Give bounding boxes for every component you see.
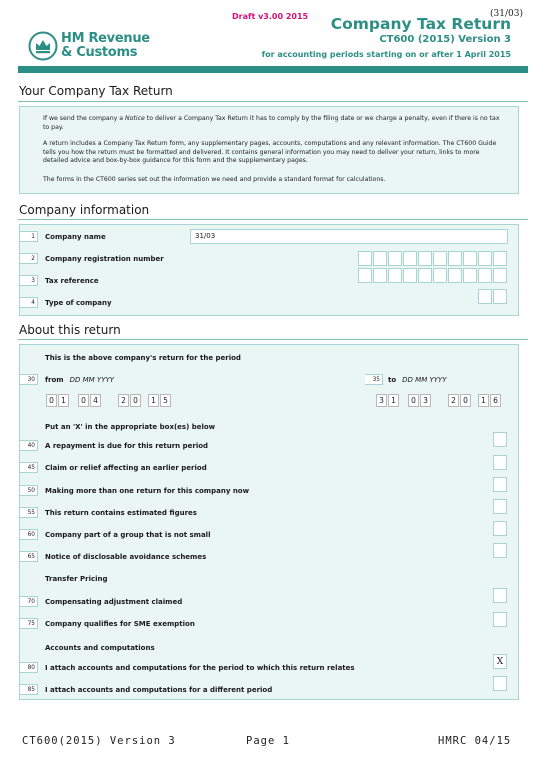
section-heading-intro: Your Company Tax Return (19, 84, 173, 98)
date-digit[interactable]: 1 (478, 394, 489, 407)
draft-label: Draft v3.00 2015 (232, 12, 309, 21)
from-label (45, 376, 114, 384)
group-not-small-checkbox[interactable] (493, 521, 507, 536)
attach-accounts-checkbox[interactable]: X (493, 654, 507, 669)
intro-paragraph-3: The forms in the CT600 series set out the information we need and provide a standard format for calculations. (43, 176, 386, 183)
avoidance-schemes-label: Notice of disclosable avoidance schemes (45, 553, 207, 561)
reg-cell[interactable] (388, 251, 402, 266)
hmrc-logo (28, 30, 152, 64)
date-digit[interactable]: 1 (388, 394, 399, 407)
intro-paragraph-1 (43, 115, 505, 132)
instruction-text: Put an 'X' in the appropriate box(es) below (45, 423, 216, 431)
box-number: 55 (20, 507, 38, 518)
header-bar (18, 66, 528, 73)
box-number: 4 (20, 297, 38, 308)
utr-cell[interactable] (478, 268, 492, 283)
form-period-note: for accounting periods starting on or after 1 April 2015 (261, 50, 511, 59)
box-number: 80 (20, 662, 38, 673)
earlier-period-claim-checkbox[interactable] (493, 455, 507, 470)
estimated-figures-label: This return contains estimated figures (45, 509, 197, 517)
footer-hmrc-code: HMRC 04/15 (438, 735, 512, 747)
type-cell[interactable] (493, 289, 507, 304)
about-panel (19, 344, 519, 700)
date-digit[interactable]: 5 (160, 394, 171, 407)
reg-cell[interactable] (463, 251, 477, 266)
utr-cell[interactable] (493, 268, 507, 283)
reg-cell[interactable] (433, 251, 447, 266)
tax-reference-label: Tax reference (45, 277, 99, 285)
reg-cell[interactable] (373, 251, 387, 266)
reg-cell[interactable] (493, 251, 507, 266)
box-number: 50 (20, 485, 38, 496)
date-digit[interactable]: 0 (46, 394, 57, 407)
sme-exemption-checkbox[interactable] (493, 612, 507, 627)
box-number: 60 (20, 529, 38, 540)
logo-text-line2: & Customs (61, 45, 138, 60)
company-type-label: Type of company (45, 299, 112, 307)
utr-cell[interactable] (403, 268, 417, 283)
date-digit[interactable]: 1 (148, 394, 159, 407)
date-format-hint: DD MM YYYY (402, 376, 447, 384)
reg-cell[interactable] (403, 251, 417, 266)
section-heading-about: About this return (19, 323, 121, 337)
box-number: 65 (20, 551, 38, 562)
box-number: 30 (20, 374, 38, 385)
compensating-adjustment-checkbox[interactable] (493, 588, 507, 603)
repayment-due-label: A repayment is due for this return period (45, 442, 209, 450)
box-number: 85 (20, 684, 38, 695)
box-number: 1 (20, 231, 38, 242)
from-text: from (45, 376, 64, 384)
reg-cell[interactable] (478, 251, 492, 266)
accounts-heading: Accounts and computations (45, 644, 155, 652)
intro-text: If we send the company a (43, 115, 126, 122)
multiple-returns-checkbox[interactable] (493, 477, 507, 492)
intro-text: to deliver a Company Tax Return it has to comply by the filing date or we charge a penalty, even if there is no tax to pay. (43, 115, 500, 131)
attach-accounts-label: I attach accounts and computations for the period to which this return relates (45, 664, 355, 672)
company-name-label: Company name (45, 233, 106, 241)
reg-cell[interactable] (358, 251, 372, 266)
box-number: 3 (20, 275, 38, 286)
divider (18, 339, 528, 340)
form-version: CT600 (2015) Version 3 (379, 34, 511, 45)
type-cell[interactable] (478, 289, 492, 304)
box-number: 2 (20, 253, 38, 264)
date-digit[interactable]: 6 (490, 394, 501, 407)
form-title: Company Tax Return (330, 15, 511, 33)
logo-text-line1: HM Revenue (61, 31, 150, 46)
company-panel (19, 224, 519, 316)
box-number: 40 (20, 440, 38, 451)
footer-page-number: Page 1 (246, 735, 290, 747)
date-digit[interactable]: 2 (448, 394, 459, 407)
form-ref: (31/03) (490, 9, 523, 19)
intro-notice-term: Notice (125, 115, 145, 122)
date-digit[interactable]: 3 (376, 394, 387, 407)
reg-cell[interactable] (448, 251, 462, 266)
divider (18, 219, 528, 220)
divider (18, 101, 528, 102)
attach-different-period-checkbox[interactable] (493, 676, 507, 691)
utr-cell[interactable] (463, 268, 477, 283)
utr-cell[interactable] (358, 268, 372, 283)
box-number: 75 (20, 618, 38, 629)
date-digit[interactable]: 4 (90, 394, 101, 407)
utr-cell[interactable] (448, 268, 462, 283)
compensating-adjustment-label: Compensating adjustment claimed (45, 598, 183, 606)
company-name-field[interactable]: 31/03 (190, 229, 508, 244)
date-digit[interactable]: 0 (130, 394, 141, 407)
to-text: to (388, 376, 397, 384)
box-number: 35 (365, 374, 383, 385)
attach-different-period-label: I attach accounts and computations for a different period (45, 686, 273, 694)
reg-cell[interactable] (418, 251, 432, 266)
utr-cell[interactable] (388, 268, 402, 283)
to-label (388, 376, 447, 384)
utr-cell[interactable] (373, 268, 387, 283)
utr-cell[interactable] (433, 268, 447, 283)
repayment-due-checkbox[interactable] (493, 432, 507, 447)
registration-number-label: Company registration number (45, 255, 164, 263)
period-label: This is the above company's return for the period (45, 354, 241, 362)
date-digit[interactable]: 1 (58, 394, 69, 407)
date-digit[interactable]: 0 (408, 394, 419, 407)
utr-cell[interactable] (418, 268, 432, 283)
box-number: 45 (20, 462, 38, 473)
date-digit[interactable]: 0 (460, 394, 471, 407)
estimated-figures-checkbox[interactable] (493, 499, 507, 514)
group-not-small-label: Company part of a group that is not small (45, 531, 211, 539)
avoidance-schemes-checkbox[interactable] (493, 543, 507, 558)
date-digit[interactable]: 3 (420, 394, 431, 407)
sme-exemption-label: Company qualifies for SME exemption (45, 620, 195, 628)
intro-panel (19, 106, 519, 194)
date-format-hint: DD MM YYYY (69, 376, 115, 384)
footer-form-version: CT600(2015) Version 3 (22, 735, 176, 747)
earlier-period-claim-label: Claim or relief affecting an earlier period (45, 464, 207, 472)
box-number: 70 (20, 596, 38, 607)
date-digit[interactable]: 0 (78, 394, 89, 407)
section-heading-company: Company information (19, 203, 150, 217)
transfer-pricing-heading: Transfer Pricing (45, 575, 108, 583)
intro-paragraph-2: A return includes a Company Tax Return form, any supplementary pages, accounts, computations and any relevant information. The CT600 Guide tells you how the return must be formatted and delivered. It contains general information you may need to deliver your return, links to more detailed advice and box-by-box guidance for this form and the supplementary pages. (43, 140, 497, 165)
crown-crest-icon (28, 31, 58, 61)
date-digit[interactable]: 2 (118, 394, 129, 407)
multiple-returns-label: Making more than one return for this company now (45, 487, 250, 495)
